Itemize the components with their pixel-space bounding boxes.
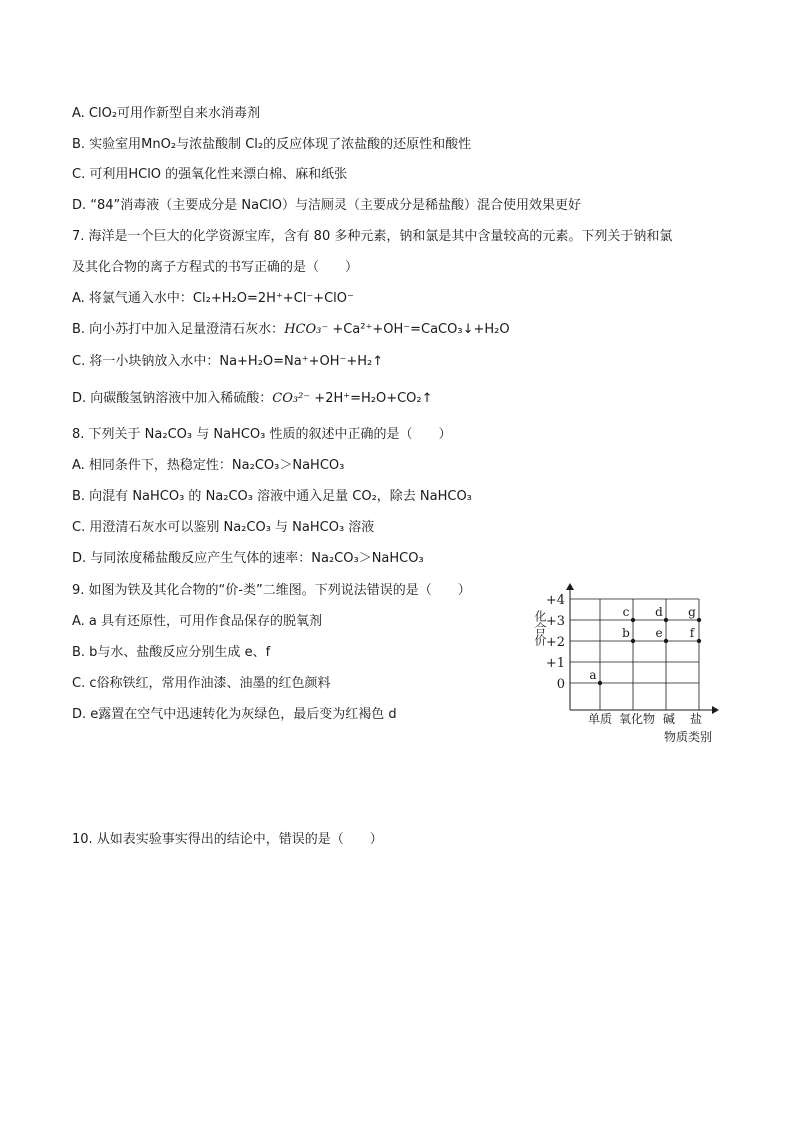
point-label-g: g: [688, 605, 696, 619]
x-tick-label: 单质: [587, 712, 613, 726]
point-b: [631, 639, 635, 643]
point-label-d: d: [655, 605, 663, 619]
q9-option-a: A. a 具有还原性，可用作食品保存的脱氧剂: [72, 614, 323, 629]
q6-option-a: A. ClO₂可用作新型自来水消毒剂: [72, 106, 261, 121]
y-tick-labels: [546, 593, 565, 692]
point-e: [664, 639, 668, 643]
point-label-a: a: [589, 668, 597, 682]
q7-option-a: A. 将氯气通入水中：Cl₂+H₂O=2H⁺+Cl⁻+ClO⁻: [72, 291, 354, 306]
data-points: [589, 605, 701, 685]
point-f: [697, 639, 701, 643]
x-tick-labels: [588, 711, 702, 726]
q7-option-b: [72, 321, 510, 339]
q8-stem: 8. 下列关于 Na₂CO₃ 与 NaHCO₃ 性质的叙述中正确的是（ ）: [72, 427, 452, 442]
point-a: [598, 681, 602, 685]
y-axis-label: 化合价: [533, 610, 547, 646]
q7-option-d-ion: CO₃²⁻: [272, 391, 311, 406]
point-label-f: f: [689, 626, 695, 640]
point-d: [664, 618, 668, 622]
q7-stem-line2: 及其化合物的离子方程式的书写正确的是（ ）: [72, 260, 359, 275]
q8-option-a: A. 相同条件下，热稳定性：Na₂CO₃＞NaHCO₃: [72, 458, 345, 473]
q8-option-d: D. 与同浓度稀盐酸反应产生气体的速率：Na₂CO₃＞NaHCO₃: [72, 551, 424, 566]
q8-option-c: C. 用澄清石灰水可以鉴别 Na₂CO₃ 与 NaHCO₃ 溶液: [72, 520, 375, 535]
diagram-grid: [570, 599, 699, 710]
point-label-e: e: [655, 626, 663, 640]
q9-option-c: C. c俗称铁红，常用作油漆、油墨的红色颜料: [72, 676, 331, 691]
q7-option-b-prefix: B. 向小苏打中加入足量澄清石灰水：: [72, 322, 285, 337]
q9-option-b: B. b与水、盐酸反应分别生成 e、f: [72, 645, 271, 660]
q7-option-b-ion: HCO₃⁻: [284, 322, 329, 337]
y-tick-label: +4: [545, 593, 565, 608]
x-tick-label: 氧化物: [618, 712, 656, 726]
valence-class-diagram: [528, 580, 728, 750]
x-tick-label: 盐: [689, 712, 703, 726]
q6-option-d: D. “84”消毒液（主要成分是 NaClO）与洁厕灵（主要成分是稀盐酸）混合使用效果更好: [72, 198, 582, 213]
q9-option-d: D. e露置在空气中迅速转化为灰绿色，最后变为红褐色 d: [72, 707, 397, 722]
y-tick-label: 0: [556, 677, 565, 692]
q7-option-d: [72, 390, 433, 408]
y-tick-label: +3: [545, 614, 565, 629]
q6-option-c: C. 可利用HClO 的强氧化性来漂白棉、麻和纸张: [72, 167, 348, 182]
point-label-c: c: [622, 605, 630, 619]
q7-option-d-prefix: D. 向碳酸氢钠溶液中加入稀硫酸：: [72, 391, 273, 406]
q7-option-c: C. 将一小块钠放入水中：Na+H₂O=Na⁺+OH⁻+H₂↑: [72, 354, 384, 369]
point-g: [697, 618, 701, 622]
x-axis-label: 物质类别: [664, 730, 713, 744]
q10-stem: 10. 从如表实验事实得出的结论中，错误的是（ ）: [72, 832, 383, 847]
q7-option-b-equation: +Ca²⁺+OH⁻=CaCO₃↓+H₂O: [328, 322, 510, 337]
q9-stem: 9. 如图为铁及其化合物的“价-类”二维图。下列说法错误的是（ ）: [72, 583, 471, 598]
q7-option-d-equation: +2H⁺=H₂O+CO₂↑: [310, 391, 433, 406]
y-tick-label: +1: [545, 656, 565, 671]
y-tick-label: +2: [545, 635, 565, 650]
x-tick-label: 碱: [662, 712, 676, 726]
q8-option-b: B. 向混有 NaHCO₃ 的 Na₂CO₃ 溶液中通入足量 CO₂，除去 NaHCO₃: [72, 489, 472, 504]
q7-stem-line1: 7. 海洋是一个巨大的化学资源宝库，含有 80 多种元素，钠和氯是其中含量较高的元素。下列关于钠和氯: [72, 229, 673, 244]
point-label-b: b: [622, 626, 630, 640]
q6-option-b: B. 实验室用MnO₂与浓盐酸制 Cl₂的反应体现了浓盐酸的还原性和酸性: [72, 137, 472, 152]
point-c: [631, 618, 635, 622]
